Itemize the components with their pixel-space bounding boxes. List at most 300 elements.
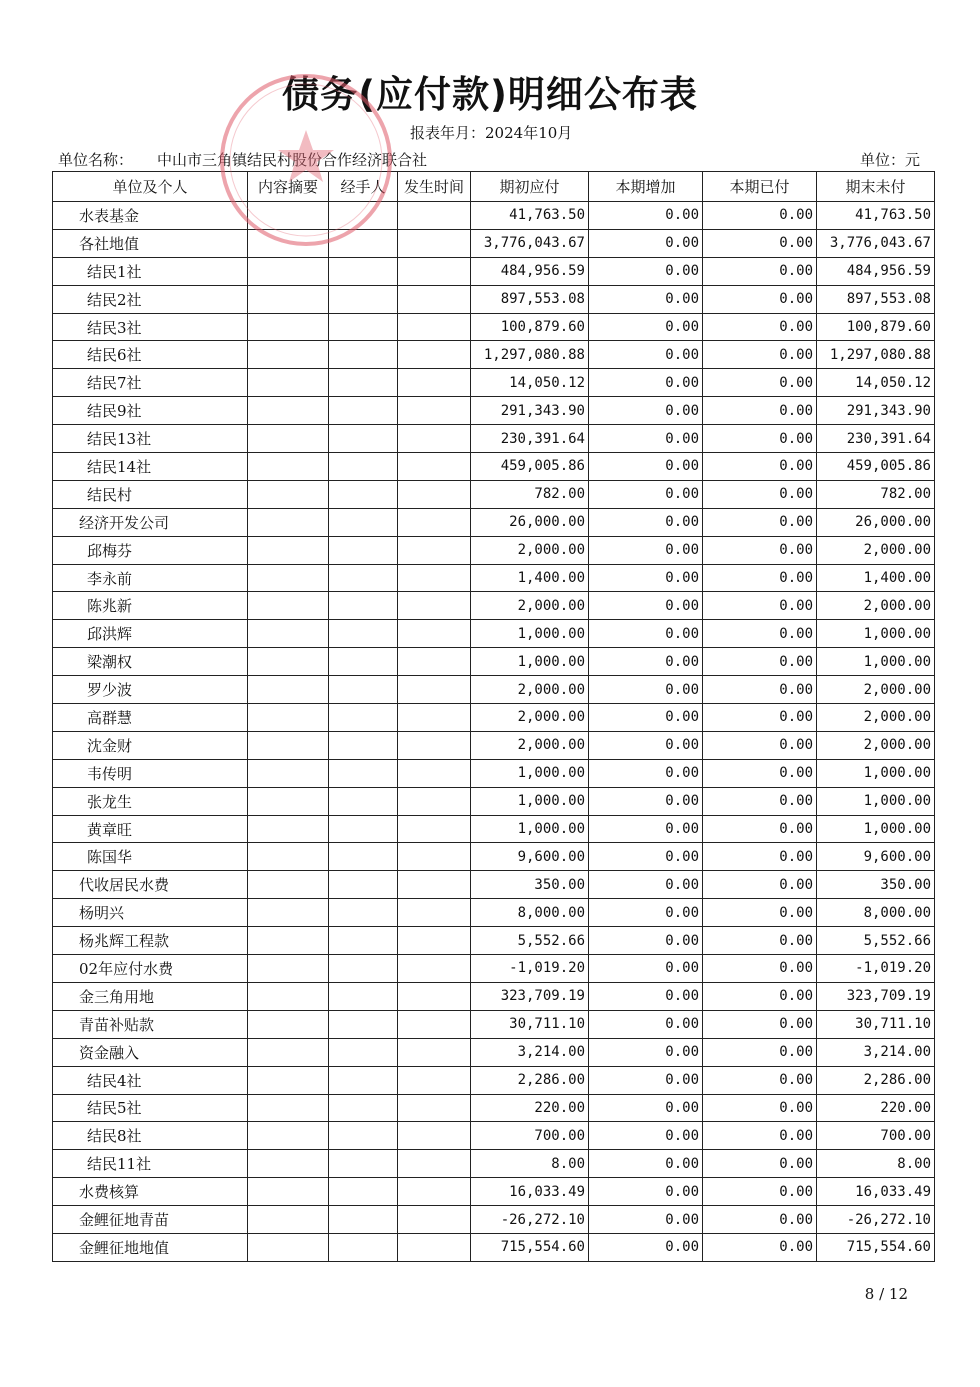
increase-cell: 0.00 — [589, 620, 703, 648]
paid-cell: 0.00 — [703, 313, 817, 341]
summary-cell — [248, 982, 329, 1010]
paid-cell: 0.00 — [703, 759, 817, 787]
increase-cell: 0.00 — [589, 369, 703, 397]
name-cell: 结民14社 — [53, 453, 248, 481]
closing-unpaid-cell: 8,000.00 — [817, 899, 935, 927]
date-cell — [398, 1094, 471, 1122]
closing-unpaid-cell: 715,554.60 — [817, 1233, 935, 1261]
opening-payable-cell: 1,000.00 — [471, 787, 589, 815]
paid-cell: 0.00 — [703, 1233, 817, 1261]
paid-cell: 0.00 — [703, 592, 817, 620]
opening-payable-cell: 14,050.12 — [471, 369, 589, 397]
handler-cell — [329, 536, 398, 564]
name-cell: 李永前 — [53, 564, 248, 592]
table-row — [53, 480, 935, 508]
closing-unpaid-cell: 2,000.00 — [817, 731, 935, 759]
date-cell — [398, 1150, 471, 1178]
date-cell — [398, 453, 471, 481]
name-cell: 结民4社 — [53, 1066, 248, 1094]
opening-payable-cell: 220.00 — [471, 1094, 589, 1122]
table-row — [53, 620, 935, 648]
date-cell — [398, 369, 471, 397]
name-cell: 代收居民水费 — [53, 871, 248, 899]
opening-payable-cell: 1,000.00 — [471, 648, 589, 676]
name-cell: 陈国华 — [53, 843, 248, 871]
date-cell — [398, 480, 471, 508]
handler-cell — [329, 1178, 398, 1206]
increase-cell: 0.00 — [589, 1094, 703, 1122]
name-cell: 韦传明 — [53, 759, 248, 787]
date-cell — [398, 592, 471, 620]
table-row — [53, 453, 935, 481]
table-row — [53, 1206, 935, 1234]
date-cell — [398, 257, 471, 285]
increase-cell: 0.00 — [589, 1178, 703, 1206]
closing-unpaid-cell: -26,272.10 — [817, 1206, 935, 1234]
table-row — [53, 313, 935, 341]
increase-cell: 0.00 — [589, 731, 703, 759]
name-cell: 结民村 — [53, 480, 248, 508]
closing-unpaid-cell: 1,000.00 — [817, 620, 935, 648]
table-row — [53, 1038, 935, 1066]
date-cell — [398, 1010, 471, 1038]
name-cell: 张龙生 — [53, 787, 248, 815]
table-header-row — [53, 172, 935, 202]
name-cell: 02年应付水费 — [53, 955, 248, 983]
name-cell: 陈兆新 — [53, 592, 248, 620]
paid-cell: 0.00 — [703, 899, 817, 927]
increase-cell: 0.00 — [589, 759, 703, 787]
increase-cell: 0.00 — [589, 564, 703, 592]
handler-cell — [329, 843, 398, 871]
table-row — [53, 759, 935, 787]
name-cell: 结民1社 — [53, 257, 248, 285]
official-seal-stamp — [218, 72, 394, 248]
opening-payable-cell: -26,272.10 — [471, 1206, 589, 1234]
column-header: 本期增加 — [589, 172, 703, 202]
name-cell: 资金融入 — [53, 1038, 248, 1066]
paid-cell: 0.00 — [703, 1066, 817, 1094]
closing-unpaid-cell: 350.00 — [817, 871, 935, 899]
page-number: 8 / 12 — [864, 1285, 908, 1303]
closing-unpaid-cell: 2,286.00 — [817, 1066, 935, 1094]
date-cell — [398, 871, 471, 899]
handler-cell — [329, 1038, 398, 1066]
closing-unpaid-cell: 1,400.00 — [817, 564, 935, 592]
paid-cell: 0.00 — [703, 955, 817, 983]
increase-cell: 0.00 — [589, 229, 703, 257]
paid-cell: 0.00 — [703, 564, 817, 592]
name-cell: 高群慧 — [53, 704, 248, 732]
opening-payable-cell: 5,552.66 — [471, 927, 589, 955]
paid-cell: 0.00 — [703, 620, 817, 648]
summary-cell — [248, 1122, 329, 1150]
opening-payable-cell: 2,000.00 — [471, 592, 589, 620]
name-cell: 梁潮权 — [53, 648, 248, 676]
closing-unpaid-cell: 8.00 — [817, 1150, 935, 1178]
closing-unpaid-cell: 897,553.08 — [817, 285, 935, 313]
handler-cell — [329, 1122, 398, 1150]
table-row — [53, 592, 935, 620]
paid-cell: 0.00 — [703, 676, 817, 704]
opening-payable-cell: 459,005.86 — [471, 453, 589, 481]
handler-cell — [329, 480, 398, 508]
paid-cell: 0.00 — [703, 536, 817, 564]
increase-cell: 0.00 — [589, 536, 703, 564]
table-row — [53, 1094, 935, 1122]
increase-cell: 0.00 — [589, 648, 703, 676]
table-row — [53, 1233, 935, 1261]
summary-cell — [248, 787, 329, 815]
unit-name-value: 中山市三角镇结民村股份合作经济联合社 — [157, 151, 428, 169]
paid-cell: 0.00 — [703, 202, 817, 230]
closing-unpaid-cell: 220.00 — [817, 1094, 935, 1122]
summary-cell — [248, 1206, 329, 1234]
date-cell — [398, 285, 471, 313]
closing-unpaid-cell: 782.00 — [817, 480, 935, 508]
increase-cell: 0.00 — [589, 955, 703, 983]
closing-unpaid-cell: 1,000.00 — [817, 815, 935, 843]
paid-cell: 0.00 — [703, 229, 817, 257]
table-row — [53, 285, 935, 313]
summary-cell — [248, 453, 329, 481]
name-cell: 杨兆辉工程款 — [53, 927, 248, 955]
summary-cell — [248, 1150, 329, 1178]
summary-cell — [248, 1038, 329, 1066]
handler-cell — [329, 1150, 398, 1178]
opening-payable-cell: 41,763.50 — [471, 202, 589, 230]
closing-unpaid-cell: 26,000.00 — [817, 508, 935, 536]
closing-unpaid-cell: 291,343.90 — [817, 397, 935, 425]
opening-payable-cell: 2,000.00 — [471, 676, 589, 704]
handler-cell — [329, 871, 398, 899]
opening-payable-cell: 700.00 — [471, 1122, 589, 1150]
paid-cell: 0.00 — [703, 1206, 817, 1234]
payables-table — [52, 171, 935, 1262]
handler-cell — [329, 508, 398, 536]
column-header: 期末未付 — [817, 172, 935, 202]
summary-cell — [248, 620, 329, 648]
name-cell: 沈金财 — [53, 731, 248, 759]
summary-cell — [248, 843, 329, 871]
summary-cell — [248, 704, 329, 732]
increase-cell: 0.00 — [589, 285, 703, 313]
date-cell — [398, 229, 471, 257]
increase-cell: 0.00 — [589, 592, 703, 620]
opening-payable-cell: 8.00 — [471, 1150, 589, 1178]
table-row — [53, 676, 935, 704]
name-cell: 结民2社 — [53, 285, 248, 313]
paid-cell: 0.00 — [703, 1010, 817, 1038]
handler-cell — [329, 592, 398, 620]
summary-cell — [248, 313, 329, 341]
paid-cell: 0.00 — [703, 257, 817, 285]
closing-unpaid-cell: -1,019.20 — [817, 955, 935, 983]
table-row — [53, 1010, 935, 1038]
increase-cell: 0.00 — [589, 899, 703, 927]
table-row — [53, 202, 935, 230]
increase-cell: 0.00 — [589, 871, 703, 899]
name-cell: 黄章旺 — [53, 815, 248, 843]
opening-payable-cell: 2,000.00 — [471, 731, 589, 759]
increase-cell: 0.00 — [589, 397, 703, 425]
opening-payable-cell: 230,391.64 — [471, 425, 589, 453]
date-cell — [398, 843, 471, 871]
opening-payable-cell: 26,000.00 — [471, 508, 589, 536]
summary-cell — [248, 759, 329, 787]
date-cell — [398, 787, 471, 815]
table-row — [53, 508, 935, 536]
opening-payable-cell: -1,019.20 — [471, 955, 589, 983]
date-cell — [398, 341, 471, 369]
handler-cell — [329, 1233, 398, 1261]
handler-cell — [329, 982, 398, 1010]
table-row — [53, 731, 935, 759]
closing-unpaid-cell: 1,000.00 — [817, 759, 935, 787]
closing-unpaid-cell: 230,391.64 — [817, 425, 935, 453]
increase-cell: 0.00 — [589, 1233, 703, 1261]
paid-cell: 0.00 — [703, 1178, 817, 1206]
closing-unpaid-cell: 1,000.00 — [817, 648, 935, 676]
increase-cell: 0.00 — [589, 843, 703, 871]
summary-cell — [248, 425, 329, 453]
increase-cell: 0.00 — [589, 676, 703, 704]
summary-cell — [248, 592, 329, 620]
summary-cell — [248, 285, 329, 313]
name-cell: 结民5社 — [53, 1094, 248, 1122]
date-cell — [398, 731, 471, 759]
summary-cell — [248, 648, 329, 676]
closing-unpaid-cell: 100,879.60 — [817, 313, 935, 341]
increase-cell: 0.00 — [589, 257, 703, 285]
name-cell: 结民8社 — [53, 1122, 248, 1150]
table-row — [53, 425, 935, 453]
date-cell — [398, 620, 471, 648]
summary-cell — [248, 564, 329, 592]
date-cell — [398, 648, 471, 676]
summary-cell — [248, 397, 329, 425]
table-row — [53, 536, 935, 564]
table-row — [53, 257, 935, 285]
closing-unpaid-cell: 1,000.00 — [817, 787, 935, 815]
handler-cell — [329, 731, 398, 759]
name-cell: 结民6社 — [53, 341, 248, 369]
opening-payable-cell: 1,000.00 — [471, 815, 589, 843]
opening-payable-cell: 100,879.60 — [471, 313, 589, 341]
opening-payable-cell: 484,956.59 — [471, 257, 589, 285]
increase-cell: 0.00 — [589, 202, 703, 230]
handler-cell — [329, 257, 398, 285]
increase-cell: 0.00 — [589, 341, 703, 369]
increase-cell: 0.00 — [589, 508, 703, 536]
closing-unpaid-cell: 3,214.00 — [817, 1038, 935, 1066]
summary-cell — [248, 899, 329, 927]
handler-cell — [329, 1010, 398, 1038]
report-period-value: 2024年10月 — [485, 124, 573, 142]
date-cell — [398, 564, 471, 592]
handler-cell — [329, 397, 398, 425]
opening-payable-cell: 350.00 — [471, 871, 589, 899]
opening-payable-cell: 897,553.08 — [471, 285, 589, 313]
date-cell — [398, 1233, 471, 1261]
name-cell: 水表基金 — [53, 202, 248, 230]
name-cell: 金鲤征地地值 — [53, 1233, 248, 1261]
name-cell: 金鲤征地青苗 — [53, 1206, 248, 1234]
increase-cell: 0.00 — [589, 927, 703, 955]
increase-cell: 0.00 — [589, 480, 703, 508]
paid-cell: 0.00 — [703, 927, 817, 955]
summary-cell — [248, 1233, 329, 1261]
date-cell — [398, 202, 471, 230]
date-cell — [398, 1066, 471, 1094]
closing-unpaid-cell: 2,000.00 — [817, 592, 935, 620]
handler-cell — [329, 927, 398, 955]
column-header: 经手人 — [329, 172, 398, 202]
summary-cell — [248, 927, 329, 955]
opening-payable-cell: 1,297,080.88 — [471, 341, 589, 369]
increase-cell: 0.00 — [589, 425, 703, 453]
summary-cell — [248, 1178, 329, 1206]
column-header: 内容摘要 — [248, 172, 329, 202]
date-cell — [398, 955, 471, 983]
closing-unpaid-cell: 30,711.10 — [817, 1010, 935, 1038]
name-cell: 水费核算 — [53, 1178, 248, 1206]
page-title: 债务(应付款)明细公布表 — [282, 73, 698, 116]
paid-cell: 0.00 — [703, 1094, 817, 1122]
opening-payable-cell: 8,000.00 — [471, 899, 589, 927]
column-header: 本期已付 — [703, 172, 817, 202]
closing-unpaid-cell: 9,600.00 — [817, 843, 935, 871]
name-cell: 金三角用地 — [53, 982, 248, 1010]
name-cell: 结民7社 — [53, 369, 248, 397]
closing-unpaid-cell: 16,033.49 — [817, 1178, 935, 1206]
date-cell — [398, 1038, 471, 1066]
paid-cell: 0.00 — [703, 1122, 817, 1150]
paid-cell: 0.00 — [703, 453, 817, 481]
handler-cell — [329, 620, 398, 648]
closing-unpaid-cell: 14,050.12 — [817, 369, 935, 397]
opening-payable-cell: 2,000.00 — [471, 536, 589, 564]
date-cell — [398, 704, 471, 732]
summary-cell — [248, 815, 329, 843]
table-row — [53, 369, 935, 397]
date-cell — [398, 1206, 471, 1234]
column-header: 单位及个人 — [53, 172, 248, 202]
date-cell — [398, 425, 471, 453]
paid-cell: 0.00 — [703, 787, 817, 815]
name-cell: 邱梅芬 — [53, 536, 248, 564]
closing-unpaid-cell: 323,709.19 — [817, 982, 935, 1010]
date-cell — [398, 1178, 471, 1206]
report-period-label: 报表年月： — [410, 124, 486, 142]
handler-cell — [329, 453, 398, 481]
handler-cell — [329, 1206, 398, 1234]
opening-payable-cell: 323,709.19 — [471, 982, 589, 1010]
name-cell: 各社地值 — [53, 229, 248, 257]
handler-cell — [329, 676, 398, 704]
opening-payable-cell: 3,214.00 — [471, 1038, 589, 1066]
closing-unpaid-cell: 1,297,080.88 — [817, 341, 935, 369]
paid-cell: 0.00 — [703, 1150, 817, 1178]
opening-payable-cell: 2,286.00 — [471, 1066, 589, 1094]
increase-cell: 0.00 — [589, 1206, 703, 1234]
handler-cell — [329, 815, 398, 843]
handler-cell — [329, 341, 398, 369]
table-row — [53, 1066, 935, 1094]
opening-payable-cell: 3,776,043.67 — [471, 229, 589, 257]
date-cell — [398, 536, 471, 564]
handler-cell — [329, 899, 398, 927]
increase-cell: 0.00 — [589, 704, 703, 732]
closing-unpaid-cell: 2,000.00 — [817, 704, 935, 732]
increase-cell: 0.00 — [589, 1038, 703, 1066]
paid-cell: 0.00 — [703, 480, 817, 508]
handler-cell — [329, 285, 398, 313]
closing-unpaid-cell: 459,005.86 — [817, 453, 935, 481]
paid-cell: 0.00 — [703, 648, 817, 676]
column-header: 发生时间 — [398, 172, 471, 202]
handler-cell — [329, 648, 398, 676]
handler-cell — [329, 704, 398, 732]
increase-cell: 0.00 — [589, 815, 703, 843]
table-row — [53, 955, 935, 983]
summary-cell — [248, 1094, 329, 1122]
table-row — [53, 397, 935, 425]
increase-cell: 0.00 — [589, 453, 703, 481]
name-cell: 杨明兴 — [53, 899, 248, 927]
closing-unpaid-cell: 700.00 — [817, 1122, 935, 1150]
date-cell — [398, 759, 471, 787]
table-row — [53, 341, 935, 369]
name-cell: 经济开发公司 — [53, 508, 248, 536]
table-row — [53, 704, 935, 732]
name-cell: 邱洪辉 — [53, 620, 248, 648]
handler-cell — [329, 313, 398, 341]
increase-cell: 0.00 — [589, 313, 703, 341]
paid-cell: 0.00 — [703, 425, 817, 453]
date-cell — [398, 982, 471, 1010]
summary-cell — [248, 1010, 329, 1038]
handler-cell — [329, 425, 398, 453]
paid-cell: 0.00 — [703, 843, 817, 871]
closing-unpaid-cell: 484,956.59 — [817, 257, 935, 285]
closing-unpaid-cell: 5,552.66 — [817, 927, 935, 955]
summary-cell — [248, 369, 329, 397]
paid-cell: 0.00 — [703, 815, 817, 843]
increase-cell: 0.00 — [589, 1066, 703, 1094]
summary-cell — [248, 536, 329, 564]
date-cell — [398, 508, 471, 536]
name-cell: 结民11社 — [53, 1150, 248, 1178]
handler-cell — [329, 955, 398, 983]
paid-cell: 0.00 — [703, 508, 817, 536]
paid-cell: 0.00 — [703, 982, 817, 1010]
date-cell — [398, 397, 471, 425]
summary-cell — [248, 871, 329, 899]
table-row — [53, 1122, 935, 1150]
date-cell — [398, 676, 471, 704]
handler-cell — [329, 1066, 398, 1094]
name-cell: 结民13社 — [53, 425, 248, 453]
opening-payable-cell: 1,000.00 — [471, 759, 589, 787]
summary-cell — [248, 1066, 329, 1094]
handler-cell — [329, 1094, 398, 1122]
opening-payable-cell: 291,343.90 — [471, 397, 589, 425]
paid-cell: 0.00 — [703, 397, 817, 425]
table-row — [53, 229, 935, 257]
table-row — [53, 787, 935, 815]
name-cell: 结民3社 — [53, 313, 248, 341]
